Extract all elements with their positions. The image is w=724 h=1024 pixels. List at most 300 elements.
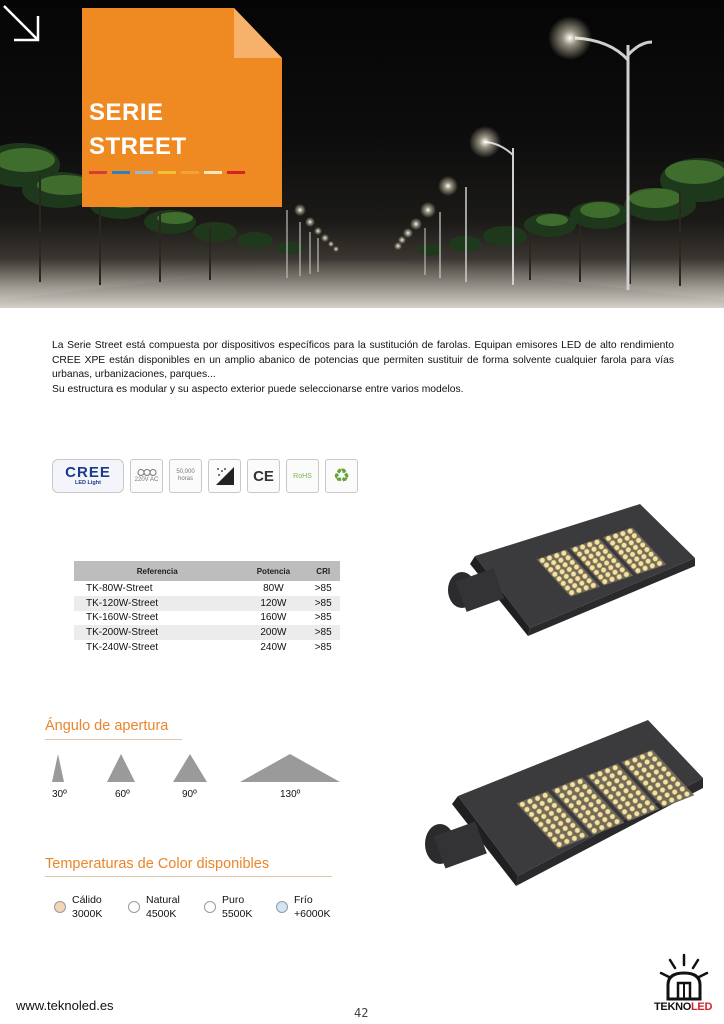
- led-emitter: [591, 547, 596, 552]
- col-header-cri: CRI: [306, 561, 340, 581]
- led-emitter: [538, 822, 543, 827]
- led-emitter: [623, 788, 628, 793]
- led-emitter: [558, 821, 563, 826]
- led-emitter: [587, 542, 592, 547]
- led-emitter: [570, 560, 575, 565]
- beam-angle-heading: Ángulo de apertura: [45, 718, 169, 734]
- led-emitter: [611, 558, 616, 563]
- spec-table: [74, 561, 340, 655]
- led-emitter: [564, 798, 569, 803]
- led-emitter: [634, 811, 639, 816]
- led-emitter: [600, 556, 605, 561]
- led-emitter: [598, 574, 603, 579]
- led-emitter: [626, 780, 631, 785]
- led-emitter: [574, 564, 579, 569]
- led-emitter: [601, 804, 606, 809]
- table-row: [74, 625, 340, 640]
- dimming-badge: [208, 459, 241, 493]
- cell-potencia: 80W: [263, 582, 284, 594]
- led-emitter: [535, 796, 540, 801]
- led-emitter: [612, 570, 617, 575]
- led-emitter: [625, 801, 630, 806]
- led-emitter: [590, 815, 595, 820]
- led-emitter: [596, 799, 601, 804]
- temp-cold-text: [294, 893, 331, 921]
- led-emitter: [578, 813, 583, 818]
- led-emitter: [603, 549, 608, 554]
- led-emitter: [645, 759, 650, 764]
- led-emitter: [662, 800, 667, 805]
- led-emitter: [549, 811, 554, 816]
- temp-cold-value: +6000K: [294, 908, 331, 920]
- led-emitter: [566, 555, 571, 560]
- led-emitter: [602, 817, 607, 822]
- led-emitter: [605, 572, 610, 577]
- led-emitter: [606, 536, 611, 541]
- led-emitter: [610, 773, 615, 778]
- street-lamp-product-image-2: [418, 716, 708, 888]
- beam-90-label: 90º: [182, 789, 197, 800]
- series-title: [89, 96, 187, 164]
- led-emitter: [568, 578, 573, 583]
- beam-130-icon: [240, 754, 340, 782]
- led-emitter: [607, 553, 612, 558]
- led-emitter: [524, 807, 529, 812]
- led-emitter: [570, 782, 575, 787]
- led-emitter: [645, 800, 650, 805]
- led-emitter: [633, 798, 638, 803]
- led-emitter: [617, 538, 622, 543]
- led-emitter: [613, 533, 618, 538]
- led-emitter: [552, 572, 557, 577]
- pure-color-dot: [204, 901, 216, 913]
- led-emitter: [636, 790, 641, 795]
- temp-pure-name: Puro: [222, 894, 245, 906]
- led-emitter: [588, 802, 593, 807]
- temp-natural: [128, 893, 180, 921]
- led-emitter: [592, 828, 597, 833]
- led-emitter: [620, 796, 625, 801]
- temp-natural-text: [146, 893, 180, 921]
- led-emitter: [648, 785, 653, 790]
- led-emitter: [651, 777, 656, 782]
- temp-warm-text: [72, 893, 102, 921]
- led-emitter: [585, 561, 590, 566]
- led-emitter: [604, 560, 609, 565]
- led-emitter: [637, 762, 642, 767]
- led-emitter: [546, 819, 551, 824]
- temp-cold-name: Frío: [294, 894, 313, 906]
- led-emitter: [625, 760, 630, 765]
- led-emitter: [652, 756, 657, 761]
- certification-badges: [52, 459, 358, 493]
- led-emitter: [547, 555, 552, 560]
- led-emitter: [657, 561, 662, 566]
- lifetime-hours-number: 50,000: [176, 469, 195, 475]
- led-emitter: [590, 774, 595, 779]
- led-emitter: [637, 549, 642, 554]
- cell-potencia: 240W: [260, 642, 287, 654]
- led-emitter: [632, 533, 637, 538]
- street-lamp-product-image-1: [440, 498, 700, 638]
- table-row: [74, 640, 340, 655]
- led-emitter: [579, 833, 584, 838]
- led-emitter: [617, 574, 622, 579]
- led-emitter: [547, 798, 552, 803]
- led-emitter: [619, 783, 624, 788]
- led-emitter: [623, 554, 628, 559]
- led-emitter: [572, 795, 577, 800]
- led-emitter: [597, 563, 602, 568]
- temp-cold: [276, 893, 331, 921]
- led-emitter: [601, 567, 606, 572]
- led-emitter: [557, 576, 562, 581]
- led-emitter: [552, 837, 557, 842]
- led-emitter: [584, 585, 589, 590]
- color-dash-strip: [89, 171, 245, 174]
- led-emitter: [564, 839, 569, 844]
- led-emitter: [590, 565, 595, 570]
- led-emitter: [529, 812, 534, 817]
- led-emitter: [640, 754, 645, 759]
- led-emitter: [626, 547, 631, 552]
- led-emitter: [587, 789, 592, 794]
- lifetime-hours-word: horas: [177, 476, 193, 482]
- cell-referencia: TK-160W-Street: [86, 612, 159, 624]
- cell-referencia: TK-240W-Street: [86, 642, 159, 654]
- led-emitter: [576, 588, 581, 593]
- led-emitter: [622, 775, 627, 780]
- led-emitter: [577, 551, 582, 556]
- led-emitter: [544, 562, 549, 567]
- led-emitter: [555, 788, 560, 793]
- cell-referencia: TK-120W-Street: [74, 596, 240, 611]
- led-emitter: [640, 795, 645, 800]
- led-emitter: [572, 836, 577, 841]
- temp-warm-value: 3000K: [72, 908, 103, 920]
- led-emitter: [611, 786, 616, 791]
- led-emitter: [613, 765, 618, 770]
- led-emitter: [607, 781, 612, 786]
- page-number: 42: [354, 1006, 369, 1020]
- led-emitter: [567, 831, 572, 836]
- led-emitter: [613, 799, 618, 804]
- led-emitter: [598, 812, 603, 817]
- led-emitter: [666, 771, 671, 776]
- intro-paragraph-2: Su estructura es modular y su aspecto exterior puede seleccionarse entre varios modelos.: [52, 383, 464, 395]
- led-emitter: [658, 774, 663, 779]
- cell-cri: >85: [306, 596, 340, 611]
- temp-pure: [204, 893, 252, 921]
- led-emitter: [633, 545, 638, 550]
- website-link[interactable]: www.teknoled.es: [16, 998, 114, 1013]
- led-emitter: [644, 547, 649, 552]
- led-emitter: [677, 794, 682, 799]
- led-emitter: [564, 574, 569, 579]
- led-emitter: [607, 822, 612, 827]
- led-emitter: [614, 778, 619, 783]
- led-emitter: [566, 818, 571, 823]
- cell-referencia: TK-80W-Street: [86, 582, 153, 594]
- led-emitter: [560, 569, 565, 574]
- led-emitter: [602, 579, 607, 584]
- temp-natural-name: Natural: [146, 894, 180, 906]
- led-emitter: [579, 581, 584, 586]
- beam-60-icon: [107, 754, 135, 782]
- led-emitter: [617, 804, 622, 809]
- led-emitter: [617, 770, 622, 775]
- led-emitter: [593, 558, 598, 563]
- led-emitter: [578, 569, 583, 574]
- color-dash: [181, 171, 199, 174]
- led-emitter: [629, 765, 634, 770]
- ce-mark: CE: [253, 467, 274, 485]
- led-emitter: [544, 806, 549, 811]
- led-emitter: [657, 795, 662, 800]
- series-title-line2: STREET: [89, 133, 187, 160]
- led-emitter: [550, 824, 555, 829]
- led-emitter: [648, 751, 653, 756]
- rohs-badge: [286, 459, 319, 493]
- led-emitter: [557, 842, 562, 847]
- temp-warm-name: Cálido: [72, 894, 102, 906]
- led-emitter: [639, 775, 644, 780]
- led-emitter: [649, 764, 654, 769]
- led-emitter: [624, 572, 629, 577]
- beam-30-label: 30º: [52, 789, 67, 800]
- led-emitter: [636, 538, 641, 543]
- led-emitter: [614, 545, 619, 550]
- led-emitter: [567, 567, 572, 572]
- led-emitter: [585, 810, 590, 815]
- led-emitter: [596, 551, 601, 556]
- led-emitter: [620, 531, 625, 536]
- led-emitter: [551, 560, 556, 565]
- cell-cri: >85: [314, 612, 332, 624]
- led-emitter: [634, 770, 639, 775]
- ce-badge: [247, 459, 280, 493]
- col-header-referencia: Referencia: [74, 561, 240, 581]
- temp-pure-value: 5500K: [222, 908, 253, 920]
- led-emitter: [553, 816, 558, 821]
- led-emitter: [527, 799, 532, 804]
- led-emitter: [573, 808, 578, 813]
- led-emitter: [543, 793, 548, 798]
- led-emitter: [570, 823, 575, 828]
- led-emitter: [572, 583, 577, 588]
- beam-60-label: 60º: [115, 789, 130, 800]
- led-emitter: [660, 787, 665, 792]
- led-emitter: [537, 809, 542, 814]
- intro-text: [52, 339, 674, 397]
- color-dash: [227, 171, 245, 174]
- led-emitter: [563, 826, 568, 831]
- led-emitter: [562, 785, 567, 790]
- plug-icon: [137, 468, 157, 477]
- led-emitter: [614, 819, 619, 824]
- col-header-potencia: Potencia: [240, 561, 306, 581]
- led-emitter: [552, 803, 557, 808]
- led-emitter: [540, 558, 545, 563]
- led-emitter: [558, 558, 563, 563]
- led-emitter: [604, 789, 609, 794]
- led-emitter: [654, 769, 659, 774]
- led-emitter: [597, 771, 602, 776]
- led-emitter: [559, 793, 564, 798]
- led-emitter: [547, 832, 552, 837]
- warm-color-dot: [54, 901, 66, 913]
- led-emitter: [638, 561, 643, 566]
- temp-warm: [54, 893, 102, 921]
- teknoled-logo-text: [654, 1001, 712, 1013]
- led-emitter: [575, 787, 580, 792]
- led-emitter: [576, 800, 581, 805]
- led-emitter: [634, 556, 639, 561]
- led-emitter: [665, 792, 670, 797]
- color-dash: [204, 171, 222, 174]
- led-emitter: [582, 818, 587, 823]
- beam-30-icon: [50, 754, 66, 782]
- led-emitter: [680, 786, 685, 791]
- led-emitter: [594, 540, 599, 545]
- table-row: [74, 596, 340, 611]
- led-emitter: [561, 581, 566, 586]
- led-emitter: [628, 529, 633, 534]
- led-emitter: [640, 542, 645, 547]
- cell-potencia: 120W: [240, 596, 306, 611]
- led-emitter: [605, 809, 610, 814]
- led-emitter: [643, 566, 648, 571]
- led-emitter: [548, 567, 553, 572]
- cree-logo-text: CREE: [65, 464, 111, 481]
- cell-cri: >85: [306, 625, 340, 640]
- led-emitter: [565, 585, 570, 590]
- table-row: [74, 581, 340, 596]
- led-emitter: [567, 790, 572, 795]
- led-emitter: [637, 803, 642, 808]
- led-emitter: [591, 794, 596, 799]
- led-emitter: [563, 562, 568, 567]
- led-emitter: [584, 549, 589, 554]
- cell-cri: >85: [314, 642, 332, 654]
- led-emitter: [632, 757, 637, 762]
- led-emitter: [627, 814, 632, 819]
- color-temp-heading: Temperaturas de Color disponibles: [45, 856, 270, 872]
- led-emitter: [534, 817, 539, 822]
- led-emitter: [561, 813, 566, 818]
- led-emitter: [605, 768, 610, 773]
- color-dash: [158, 171, 176, 174]
- led-emitter: [609, 577, 614, 582]
- color-dash: [135, 171, 153, 174]
- led-emitter: [580, 544, 585, 549]
- led-emitter: [540, 801, 545, 806]
- led-emitter: [610, 540, 615, 545]
- series-title-line1: SERIE: [89, 99, 164, 126]
- led-emitter: [591, 583, 596, 588]
- led-emitter: [652, 790, 657, 795]
- led-emitter: [571, 571, 576, 576]
- logo-text-led: LED: [691, 1001, 713, 1013]
- beam-130-label: 130º: [280, 789, 301, 800]
- led-emitter: [641, 554, 646, 559]
- color-dash: [89, 171, 107, 174]
- led-emitter: [684, 791, 689, 796]
- led-emitter: [599, 825, 604, 830]
- led-emitter: [668, 784, 673, 789]
- led-emitter: [657, 761, 662, 766]
- color-temp-rule: [45, 876, 332, 877]
- dimming-gradient-icon: [214, 465, 236, 487]
- cell-referencia: TK-200W-Street: [74, 625, 240, 640]
- led-emitter: [532, 804, 537, 809]
- color-dash: [112, 171, 130, 174]
- cell-cri: >85: [314, 582, 332, 594]
- cell-potencia: 200W: [240, 625, 306, 640]
- led-emitter: [631, 563, 636, 568]
- led-emitter: [579, 792, 584, 797]
- led-emitter: [650, 563, 655, 568]
- led-emitter: [543, 827, 548, 832]
- hero-banner: [0, 0, 724, 308]
- led-emitter: [622, 543, 627, 548]
- led-emitter: [669, 797, 674, 802]
- led-emitter: [628, 793, 633, 798]
- led-emitter: [569, 590, 574, 595]
- led-emitter: [629, 540, 634, 545]
- led-emitter: [582, 784, 587, 789]
- led-emitter: [649, 552, 654, 557]
- led-emitter: [646, 559, 651, 564]
- led-emitter: [594, 779, 599, 784]
- led-emitter: [573, 547, 578, 552]
- led-emitter: [619, 550, 624, 555]
- led-emitter: [622, 809, 627, 814]
- led-emitter: [581, 556, 586, 561]
- led-emitter: [615, 563, 620, 568]
- led-emitter: [643, 780, 648, 785]
- led-emitter: [541, 814, 546, 819]
- cell-potencia: 160W: [260, 612, 287, 624]
- led-emitter: [594, 570, 599, 575]
- led-emitter: [599, 784, 604, 789]
- beam-90-icon: [173, 754, 207, 782]
- led-emitter: [620, 567, 625, 572]
- led-emitter: [627, 559, 632, 564]
- led-emitter: [675, 781, 680, 786]
- recycle-icon: ♻: [332, 465, 351, 487]
- cold-color-dot: [276, 901, 288, 913]
- led-emitter: [649, 805, 654, 810]
- led-emitter: [661, 766, 666, 771]
- led-emitter: [560, 834, 565, 839]
- intro-paragraph-1: La Serie Street está compuesta por dispositivos específicos para la sustitución de farolas. Equipan emisores LED de alto rendimiento CREE XPE están disponibles en un amplio abanico de potencias que permiten sustituir de forma solvente cualquier farola para vías urbanas, urbanizaciones, parques...: [52, 340, 674, 380]
- table-row: [74, 611, 340, 626]
- led-emitter: [630, 806, 635, 811]
- led-emitter: [520, 802, 525, 807]
- led-emitter: [569, 803, 574, 808]
- led-emitter: [578, 779, 583, 784]
- led-emitter: [555, 829, 560, 834]
- led-emitter: [655, 782, 660, 787]
- led-emitter: [555, 565, 560, 570]
- voltage-badge: [130, 459, 163, 493]
- temp-natural-value: 4500K: [146, 908, 177, 920]
- led-emitter: [642, 767, 647, 772]
- led-emitter: [575, 576, 580, 581]
- led-emitter: [608, 565, 613, 570]
- led-emitter: [582, 574, 587, 579]
